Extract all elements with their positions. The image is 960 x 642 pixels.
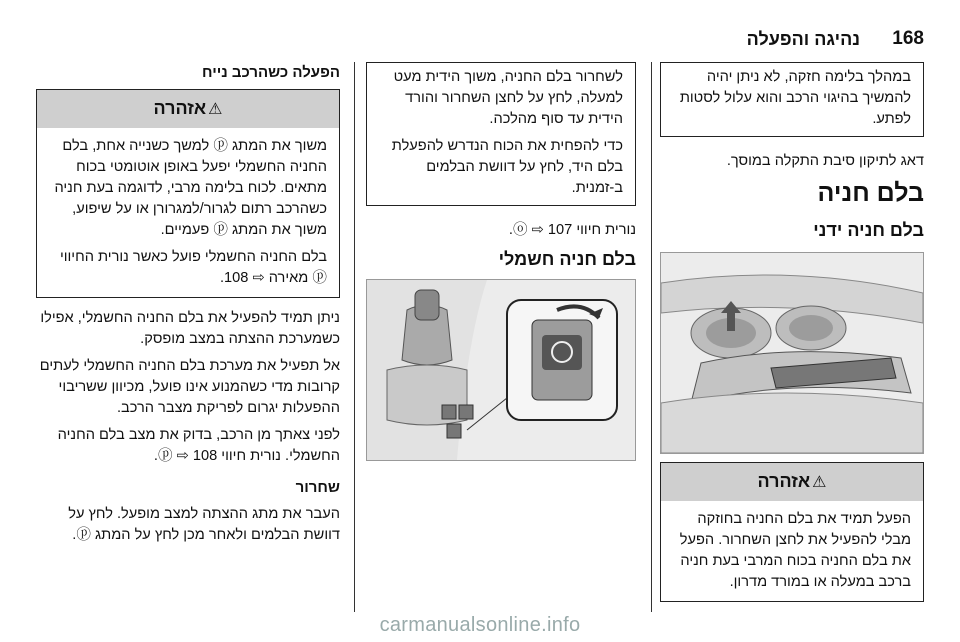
column-divider-right <box>651 62 652 612</box>
release-heading: שחרור <box>295 479 340 496</box>
handbrake-figure <box>660 252 924 454</box>
indicator-note: נורית חיווי ⓞ ⇨ 107. <box>508 222 636 238</box>
watermark: carmanualsonline.info <box>379 614 581 636</box>
left-warning-p2: בלם החניה החשמלי פועל כאשר נורית החיווי ⓟ מאירה ⇨ 108. <box>59 249 327 286</box>
left-warning-p1: משוך את המתג ⓟ למשך כשנייה אחת, בלם החניה החשמלי יפעל באופן אוטומטי בכוח מתאים. לכוח בלימה מרבי, לדוגמה בעת חניה כשהרכב רתום לגרור/למגרורן או על שיפוע, משוך את המתג ⓟ פעמיים. <box>54 138 327 238</box>
page-title: נהיגה והפעלה <box>746 29 860 49</box>
right-warning-header <box>661 463 923 501</box>
electric-brake-figure <box>366 279 636 461</box>
stationary-operation-heading: הפעלה כשהרכב נייח <box>202 64 340 81</box>
electric-brake-illustration <box>367 280 635 460</box>
electric-parking-brake-heading: בלם חניה חשמלי <box>498 249 636 269</box>
middle-column <box>366 62 636 461</box>
parking-brake-heading: בלם חניה <box>817 179 924 207</box>
release-note-box <box>366 62 636 206</box>
left-warning-title: אזהרה <box>153 98 207 118</box>
braking-note-text: במהלך בלימה חזקה, לא ניתן יהיה להמשיך בהיגוי הרכב והוא עלול לסטות לפתע. <box>679 69 911 127</box>
warning-triangle-icon: ⚠ <box>208 101 223 118</box>
dealer-note: דאג לתיקון סיבת התקלה במוסך. <box>726 153 924 169</box>
column-divider-left <box>354 62 355 612</box>
left-paragraph-1: ניתן תמיד להפעיל את בלם החניה החשמלי, אפילו כשמערכת ההצתה במצב מופסק. <box>40 310 340 347</box>
left-warning-box <box>36 89 340 298</box>
handbrake-illustration <box>661 253 923 453</box>
left-paragraph-2: אל תפעיל את מערכת בלם החניה החשמלי לעתים קרובות מדי כשהמנוע אינו פועל, מכיוון ששריבוי ההפעלות יגרום לפריקת מצבר הרכב. <box>39 358 340 416</box>
warning-triangle-icon: ⚠ <box>812 474 827 491</box>
manual-parking-brake-heading: בלם חניה ידני <box>813 220 924 240</box>
braking-note-box <box>660 62 924 137</box>
page-header <box>0 0 960 58</box>
right-warning-box <box>660 462 924 602</box>
page-number: 168 <box>892 28 924 49</box>
left-warning-header <box>37 90 339 128</box>
release-note-p1: לשחרור בלם החניה, משוך הידית מעט למעלה, לחץ על לחצן השחרור והורד הידית עד סוף מהלכה. <box>393 69 623 127</box>
right-warning-title: אזהרה <box>757 471 811 491</box>
right-column <box>660 62 924 602</box>
left-warning-body <box>37 128 339 297</box>
release-note-p2: כדי להפחית את הכוח הנדרש להפעלת בלם היד, לחץ על דוושת הבלמים ב-זמנית. <box>391 138 623 196</box>
release-text: העבר את מתג ההצתה למצב מופעל. לחץ על דוושת הבלמים ולאחר מכן לחץ על המתג ⓟ. <box>68 506 340 543</box>
right-warning-text: הפעל תמיד את בלם החניה בחוזקה מבלי להפעיל את לחצן השחרור. הפעל את בלם החניה בכוח המרבי בעת חניה ברכב במעלה או במורד מדרון. <box>679 511 911 590</box>
left-column <box>36 62 340 552</box>
left-paragraph-3: לפני צאתך מן הרכב, בדוק את מצב בלם החניה החשמלי. נורית חיווי ⓟ ⇨ 108. <box>57 427 340 464</box>
right-warning-body <box>661 501 923 601</box>
